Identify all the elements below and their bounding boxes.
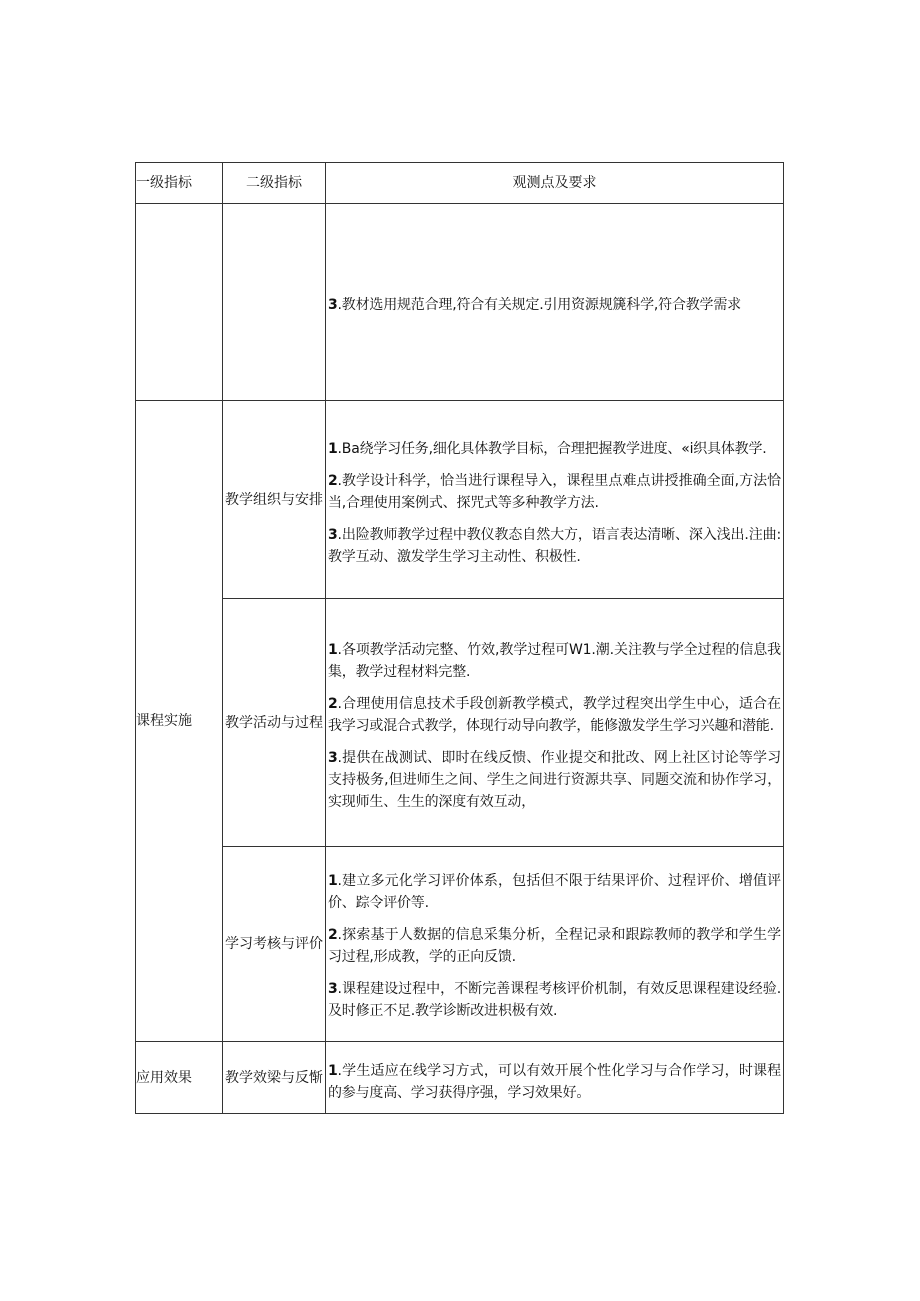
observation-point	[326, 470, 783, 514]
point-number: 1	[328, 440, 338, 457]
points-cell	[326, 401, 784, 599]
points-cell	[326, 847, 784, 1042]
point-text: .提供在战测试、即时在线反愦、作业提交和批改、网上社区讨论等学习支持极务,但进师生之间、学生之间进行资源共享、同题交流和协作学习，实现师生、生生的深度有效互动，	[328, 749, 781, 810]
header-level1: 一级指标	[136, 163, 223, 204]
table-row	[136, 1042, 784, 1114]
point-number: 1	[328, 641, 338, 658]
point-number: 3	[328, 749, 338, 766]
table-header-row	[136, 163, 784, 204]
points-cell	[326, 204, 784, 401]
point-text: .出险教师教学过程中教仪教态自然大方，语言表达清晰、深入浅出.注曲:教学互动、激发学生学习主动性、积极性.	[328, 526, 781, 565]
point-number: 1	[328, 873, 338, 889]
level2-cell	[223, 204, 326, 401]
point-text: .教学设计科学，恰当进行课程导入，课程里点难点讲授推确全面,方法恰当,合理使用案例式、探咒式等多种教学方法.	[328, 472, 781, 511]
observation-point	[326, 294, 783, 316]
point-text: .课程建设过程中，不断完善课程考核评价机制，有效反思课程建设经验.及时修正不足.教学诊断改进枳极有效.	[328, 981, 781, 1019]
point-text: .合理使用信息技术手段创新教学模式，教学过程突出学生中心，适合在我学习或混合式教学，体现行动导向教学，能修激发学生学习兴趣和潜能.	[328, 695, 781, 734]
observation-point	[326, 693, 783, 737]
observation-point	[326, 1060, 783, 1104]
level2-cell: 学习考核与评价	[223, 847, 326, 1042]
observation-point	[326, 639, 783, 683]
point-number: 2	[328, 472, 338, 489]
point-text: .各项教学活动完整、竹效,教学过程可W1.潮.关注教与学全过程的信息我集，教学过程材料完整.	[328, 641, 781, 680]
observation-point	[326, 870, 783, 914]
evaluation-criteria-table	[135, 162, 784, 1114]
level1-cell	[136, 204, 223, 401]
point-text: .教材选用规范合理,符合有关规定.引用资源规篪科学,符合教学需求	[337, 297, 741, 313]
level2-cell: 教学效梁与反惭	[223, 1042, 326, 1114]
level2-cell: 教学活动与过程	[223, 599, 326, 847]
point-number: 3	[328, 526, 338, 543]
header-points: 观测点及要求	[326, 163, 784, 204]
table-row	[136, 204, 784, 401]
table-row	[136, 401, 784, 599]
points-cell	[326, 1042, 784, 1114]
level2-cell: 教学组织与安排	[223, 401, 326, 599]
observation-point	[326, 524, 783, 568]
point-text: .Ba绕学习任务,细化具体教学目标，合理把握教学进度、«i织具体教学.	[337, 440, 767, 457]
point-number: 3	[328, 981, 338, 997]
table-row	[136, 599, 784, 847]
point-number: 3	[328, 297, 338, 313]
observation-point	[326, 924, 783, 968]
level1-cell: 应用效果	[136, 1042, 223, 1114]
point-text: .建立多元化学习评价体系，包括但不限于结果评价、过程评价、增值评价、踪令评价等.	[328, 873, 781, 911]
level1-cell: 课程实施	[136, 401, 223, 1042]
point-text: .探索基于人数据的信息采集分析，全程记录和跟踪教师的教学和学生学习过程,形成教，学的正向反馈.	[328, 927, 781, 965]
observation-point	[326, 978, 783, 1022]
point-number: 1	[328, 1062, 338, 1079]
header-level2: 二级指标	[223, 163, 326, 204]
point-text: .学生适应在线学习方式，可以有效开展个性化学习与合作学习，时课程的参与度高、学习获得序强，学习效果好。	[328, 1062, 781, 1101]
table-row	[136, 847, 784, 1042]
observation-point	[326, 747, 783, 813]
points-cell	[326, 599, 784, 847]
point-number: 2	[328, 695, 338, 712]
observation-point	[326, 438, 783, 460]
point-number: 2	[328, 927, 338, 943]
